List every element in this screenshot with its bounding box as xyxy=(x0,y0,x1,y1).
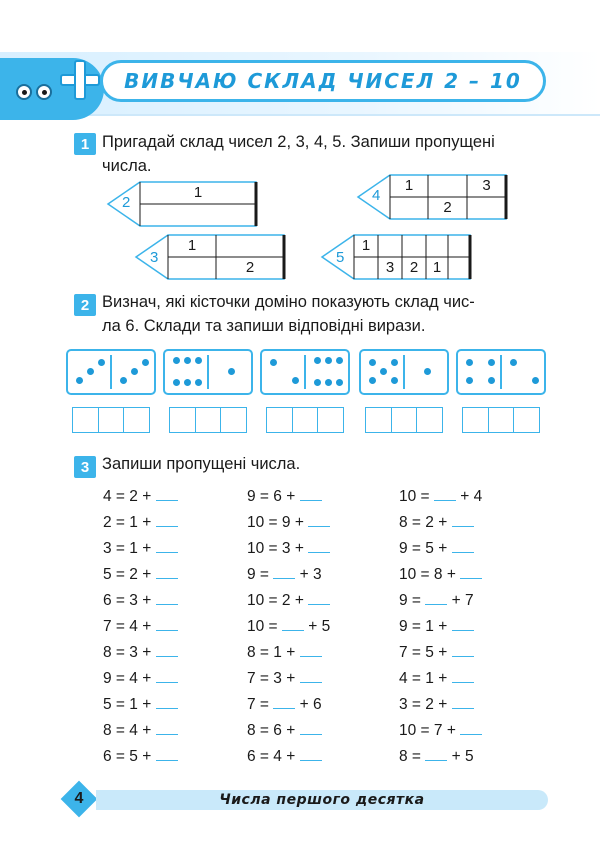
equation: 4 = 2 + xyxy=(103,487,178,506)
equation: 10 = 3 + xyxy=(247,539,330,558)
domino-pip xyxy=(336,379,343,386)
equation: 9 = 1 + xyxy=(399,617,474,636)
domino-pip xyxy=(391,377,398,384)
blank-input[interactable] xyxy=(156,591,178,605)
domino-tile xyxy=(260,349,350,395)
equation: 8 = + 5 xyxy=(399,748,474,765)
footer-bar xyxy=(96,790,548,810)
domino-tile xyxy=(163,349,253,395)
equation: 9 = + 3 xyxy=(247,566,322,583)
equation: 8 = 3 + xyxy=(103,643,178,662)
answer-cell[interactable] xyxy=(73,408,99,432)
equation: 10 = 7 + xyxy=(399,721,482,740)
domino-pip xyxy=(325,379,332,386)
task-2-text-line2: ла 6. Склади та запиши відповідні вирази. xyxy=(102,317,426,335)
house-roof-number: 3 xyxy=(150,249,159,266)
equation: 8 = 4 + xyxy=(103,721,178,740)
domino-answer-boxes[interactable] xyxy=(266,407,344,433)
blank-input[interactable] xyxy=(300,487,322,501)
blank-input[interactable] xyxy=(460,721,482,735)
answer-cell[interactable] xyxy=(463,408,489,432)
answer-cell[interactable] xyxy=(366,408,392,432)
domino-tile xyxy=(456,349,546,395)
domino-pip xyxy=(466,359,473,366)
header-title-banner xyxy=(100,60,546,102)
answer-cell[interactable] xyxy=(318,408,343,432)
equation: 5 = 1 + xyxy=(103,695,178,714)
domino-pip xyxy=(184,379,191,386)
equation: 3 = 1 + xyxy=(103,539,178,558)
domino-pip xyxy=(380,368,387,375)
blank-input[interactable] xyxy=(156,617,178,631)
equation: 6 = 4 + xyxy=(247,747,322,766)
domino-pip xyxy=(142,359,149,366)
blank-input[interactable] xyxy=(452,513,474,527)
task-2-number: 2 xyxy=(74,294,96,316)
blank-input[interactable] xyxy=(308,539,330,553)
domino-pip xyxy=(369,377,376,384)
blank-input[interactable] xyxy=(308,513,330,527)
house-cell: 3 xyxy=(482,177,491,194)
equation: 5 = 2 + xyxy=(103,565,178,584)
blank-input[interactable] xyxy=(156,669,178,683)
answer-cell[interactable] xyxy=(489,408,515,432)
answer-cell[interactable] xyxy=(293,408,319,432)
blank-input[interactable] xyxy=(425,591,447,605)
domino-pip xyxy=(195,357,202,364)
equation: 8 = 2 + xyxy=(399,513,474,532)
domino-answer-boxes[interactable] xyxy=(365,407,443,433)
domino-pip xyxy=(488,359,495,366)
blank-input[interactable] xyxy=(452,643,474,657)
domino-tile xyxy=(66,349,156,395)
blank-input[interactable] xyxy=(300,669,322,683)
mascot-left-eye-icon xyxy=(16,84,32,100)
answer-cell[interactable] xyxy=(170,408,196,432)
number-house-2 xyxy=(108,182,258,226)
equation: 3 = 2 + xyxy=(399,695,474,714)
blank-input[interactable] xyxy=(434,487,456,501)
answer-cell[interactable] xyxy=(417,408,442,432)
blank-input[interactable] xyxy=(156,721,178,735)
blank-input[interactable] xyxy=(308,591,330,605)
page-title: ВИВЧАЮ СКЛАД ЧИСЕЛ 2 – 10 xyxy=(124,69,522,93)
blank-input[interactable] xyxy=(273,695,295,709)
equation: 9 = 4 + xyxy=(103,669,178,688)
domino-pip xyxy=(76,377,83,384)
domino-pip xyxy=(391,359,398,366)
house-cell: 2 xyxy=(443,199,452,216)
domino-answer-boxes[interactable] xyxy=(72,407,150,433)
answer-cell[interactable] xyxy=(196,408,222,432)
blank-input[interactable] xyxy=(156,513,178,527)
equation: 7 = 5 + xyxy=(399,643,474,662)
blank-input[interactable] xyxy=(300,747,322,761)
blank-input[interactable] xyxy=(452,617,474,631)
domino-pip xyxy=(466,377,473,384)
domino-pip xyxy=(369,359,376,366)
blank-input[interactable] xyxy=(156,487,178,501)
domino-pip xyxy=(270,359,277,366)
equation: 7 = 3 + xyxy=(247,669,322,688)
blank-input[interactable] xyxy=(452,695,474,709)
domino-pip xyxy=(336,357,343,364)
domino-pip xyxy=(488,377,495,384)
answer-cell[interactable] xyxy=(514,408,539,432)
blank-input[interactable] xyxy=(425,747,447,761)
equation: 10 = 9 + xyxy=(247,513,330,532)
domino-pip xyxy=(87,368,94,375)
domino-pip xyxy=(314,357,321,364)
house-cell: 1 xyxy=(404,177,414,194)
answer-cell[interactable] xyxy=(221,408,246,432)
plus-icon xyxy=(60,60,100,100)
domino-pip xyxy=(314,379,321,386)
number-house-3 xyxy=(136,235,286,279)
page-number: 4 xyxy=(74,790,84,807)
blank-input[interactable] xyxy=(452,669,474,683)
domino-pip xyxy=(195,379,202,386)
equation: 9 = + 7 xyxy=(399,592,474,609)
domino-pip xyxy=(228,368,235,375)
answer-cell[interactable] xyxy=(392,408,418,432)
domino-pip xyxy=(173,379,180,386)
mascot-right-eye-icon xyxy=(36,84,52,100)
footer-title: Числа першого десятка xyxy=(219,792,425,808)
task-2-text-line1: Визнач, які кісточки доміно показують склад чис- xyxy=(102,293,475,311)
house-roof-number: 5 xyxy=(336,249,345,266)
domino-pip xyxy=(424,368,431,375)
task-1-number: 1 xyxy=(74,133,96,155)
domino-pip xyxy=(131,368,138,375)
domino-pip xyxy=(98,359,105,366)
domino-answer-boxes[interactable] xyxy=(462,407,540,433)
domino-pip xyxy=(325,357,332,364)
blank-input[interactable] xyxy=(300,643,322,657)
house-roof-number: 4 xyxy=(372,187,381,204)
house-cell: 1 xyxy=(193,184,203,201)
task-3-number: 3 xyxy=(74,456,96,478)
domino-tile xyxy=(359,349,449,395)
equation: 10 = + 4 xyxy=(399,488,483,505)
equation: 4 = 1 + xyxy=(399,669,474,688)
blank-input[interactable] xyxy=(300,721,322,735)
answer-cell[interactable] xyxy=(267,408,293,432)
equation: 2 = 1 + xyxy=(103,513,178,532)
equation: 7 = + 6 xyxy=(247,696,322,713)
blank-input[interactable] xyxy=(452,539,474,553)
equation: 6 = 5 + xyxy=(103,747,178,766)
equation: 10 = + 5 xyxy=(247,618,331,635)
task-1-text-line1: Пригадай склад чисел 2, 3, 4, 5. Запиши пропущені xyxy=(102,133,495,151)
house-cell: 1 xyxy=(361,237,371,254)
blank-input[interactable] xyxy=(273,565,295,579)
house-cell: 2 xyxy=(409,259,419,276)
house-roof-number: 2 xyxy=(122,194,131,211)
answer-cell[interactable] xyxy=(99,408,125,432)
house-cell: 3 xyxy=(385,259,395,276)
house-cell: 1 xyxy=(187,237,197,254)
task-3-text-line1: Запиши пропущені числа. xyxy=(102,455,301,473)
house-cell: 2 xyxy=(245,259,255,276)
blank-input[interactable] xyxy=(156,565,178,579)
domino-pip xyxy=(510,359,517,366)
equation: 9 = 6 + xyxy=(247,487,322,506)
number-house-4 xyxy=(358,175,508,219)
equation: 7 = 4 + xyxy=(103,617,178,636)
domino-pip xyxy=(120,377,127,384)
equation: 8 = 1 + xyxy=(247,643,322,662)
equation: 6 = 3 + xyxy=(103,591,178,610)
domino-answer-boxes[interactable] xyxy=(169,407,247,433)
equation: 9 = 5 + xyxy=(399,539,474,558)
equation: 10 = 2 + xyxy=(247,591,330,610)
answer-cell[interactable] xyxy=(124,408,149,432)
domino-pip xyxy=(184,357,191,364)
task-1-text-line2: числа. xyxy=(102,157,152,175)
blank-input[interactable] xyxy=(156,643,178,657)
domino-pip xyxy=(292,377,299,384)
blank-input[interactable] xyxy=(282,617,304,631)
domino-pip xyxy=(173,357,180,364)
blank-input[interactable] xyxy=(156,747,178,761)
blank-input[interactable] xyxy=(156,539,178,553)
domino-pip xyxy=(532,377,539,384)
number-house-5 xyxy=(322,235,472,279)
equation: 10 = 8 + xyxy=(399,565,482,584)
house-cell: 1 xyxy=(432,259,442,276)
equation: 8 = 6 + xyxy=(247,721,322,740)
blank-input[interactable] xyxy=(460,565,482,579)
blank-input[interactable] xyxy=(156,695,178,709)
